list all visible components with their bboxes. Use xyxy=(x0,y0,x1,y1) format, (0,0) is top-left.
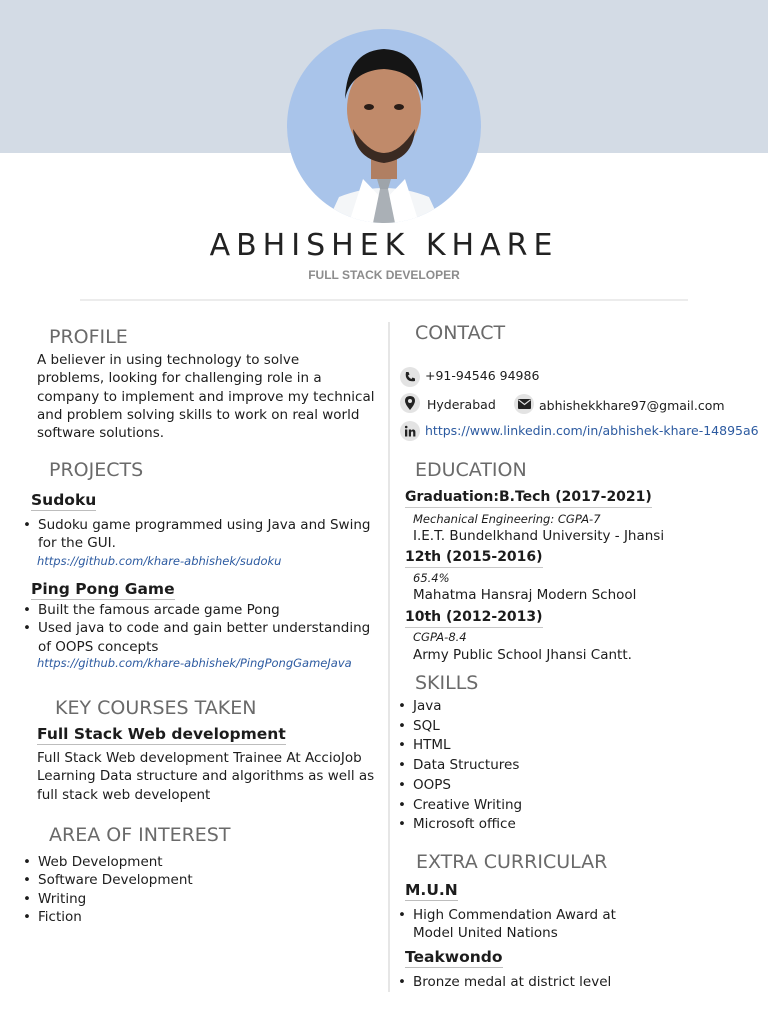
contact-phone[interactable]: +91-94546 94986 xyxy=(425,368,540,383)
person-name: ABHISHEK KHARE xyxy=(209,228,559,263)
extra-title-mun: M.U.N xyxy=(405,881,458,899)
project-title-sudoku: Sudoku xyxy=(31,491,97,509)
list-item: • Built the famous arcade game Pong xyxy=(22,601,382,619)
education-school: I.E.T. Bundelkhand University - Jhansi xyxy=(413,528,665,544)
profile-line: problems, looking for challenging role in a xyxy=(37,370,322,387)
profile-line: software solutions. xyxy=(37,425,165,442)
header-divider xyxy=(80,299,688,301)
project-link-sudoku[interactable]: https://github.com/khare-abhishek/sudoku xyxy=(37,554,282,568)
profile-heading: PROFILE xyxy=(49,326,128,348)
mail-icon xyxy=(514,394,534,414)
contact-email[interactable]: abhishekkhare97@gmail.com xyxy=(539,398,725,413)
education-title: 10th (2012-2013) xyxy=(405,609,543,625)
skills-list xyxy=(397,697,697,835)
interests-list xyxy=(22,853,362,926)
project-link-ping-pong[interactable]: https://github.com/khare-abhishek/PingPongGameJava xyxy=(37,656,352,670)
list-item: • Writing xyxy=(22,890,362,908)
project-ping-pong-bullets xyxy=(22,601,382,656)
extra-mun-bullets xyxy=(397,906,727,943)
linkedin-icon xyxy=(400,421,420,441)
job-title: FULL STACK DEVELOPER xyxy=(308,268,460,282)
education-detail: 65.4% xyxy=(413,571,450,585)
profile-line: company to implement and improve my technical xyxy=(37,388,375,405)
course-line: Learning Data structure and algorithms as well as xyxy=(37,768,375,785)
list-item: • SQL xyxy=(397,717,697,737)
list-item: • Sudoku game programmed using Java and Swing for the GUI. xyxy=(22,516,382,553)
course-line: Full Stack Web development Trainee At AccioJob xyxy=(37,750,362,766)
project-title-ping-pong: Ping Pong Game xyxy=(31,580,175,598)
list-item: • Fiction xyxy=(22,908,362,926)
location-pin-icon xyxy=(400,393,420,413)
list-item: • Software Development xyxy=(22,871,362,889)
courses-heading: KEY COURSES TAKEN xyxy=(55,697,257,719)
contact-location: Hyderabad xyxy=(427,397,496,412)
project-sudoku-bullets xyxy=(22,516,382,553)
education-school: Army Public School Jhansi Cantt. xyxy=(413,647,632,663)
list-item: • Used java to code and gain better understanding of OOPS concepts xyxy=(22,619,382,656)
education-detail: Mechanical Engineering: CGPA-7 xyxy=(413,512,601,526)
list-item: • OOPS xyxy=(397,776,697,796)
list-item: • Java xyxy=(397,697,697,717)
profile-line: A believer in using technology to solve xyxy=(37,352,300,368)
list-item: • Microsoft office xyxy=(397,815,697,835)
column-divider xyxy=(388,322,390,992)
course-description xyxy=(37,749,374,804)
contact-heading: CONTACT xyxy=(415,322,506,344)
profile-photo xyxy=(287,29,481,223)
education-title: Graduation:B.Tech (2017-2021) xyxy=(405,489,652,505)
profile-line: and problem solving skills to work on real world xyxy=(37,406,360,423)
course-title: Full Stack Web development xyxy=(37,725,286,743)
interests-heading: AREA OF INTEREST xyxy=(49,824,231,846)
extra-title-teakwondo: Teakwondo xyxy=(405,948,503,966)
education-school: Mahatma Hansraj Modern School xyxy=(413,587,637,603)
list-item: • Creative Writing xyxy=(397,796,697,816)
list-item: • High Commendation Award at Model United Nations xyxy=(397,906,727,943)
list-item: • Data Structures xyxy=(397,756,697,776)
education-detail: CGPA-8.4 xyxy=(413,630,467,644)
phone-icon xyxy=(400,367,420,387)
education-title: 12th (2015-2016) xyxy=(405,549,543,565)
list-item: • Web Development xyxy=(22,853,362,871)
contact-linkedin[interactable]: https://www.linkedin.com/in/abhishek-khare-14895a6 xyxy=(425,423,759,438)
course-line: full stack web developent xyxy=(37,786,211,803)
projects-heading: PROJECTS xyxy=(49,459,144,481)
list-item: • Bronze medal at district level xyxy=(397,973,727,991)
education-heading: EDUCATION xyxy=(415,459,527,481)
skills-heading: SKILLS xyxy=(415,672,479,694)
list-item: • HTML xyxy=(397,736,697,756)
extra-curricular-heading: EXTRA CURRICULAR xyxy=(416,851,608,873)
extra-teakwondo-bullets xyxy=(397,973,727,991)
profile-summary xyxy=(37,351,375,442)
